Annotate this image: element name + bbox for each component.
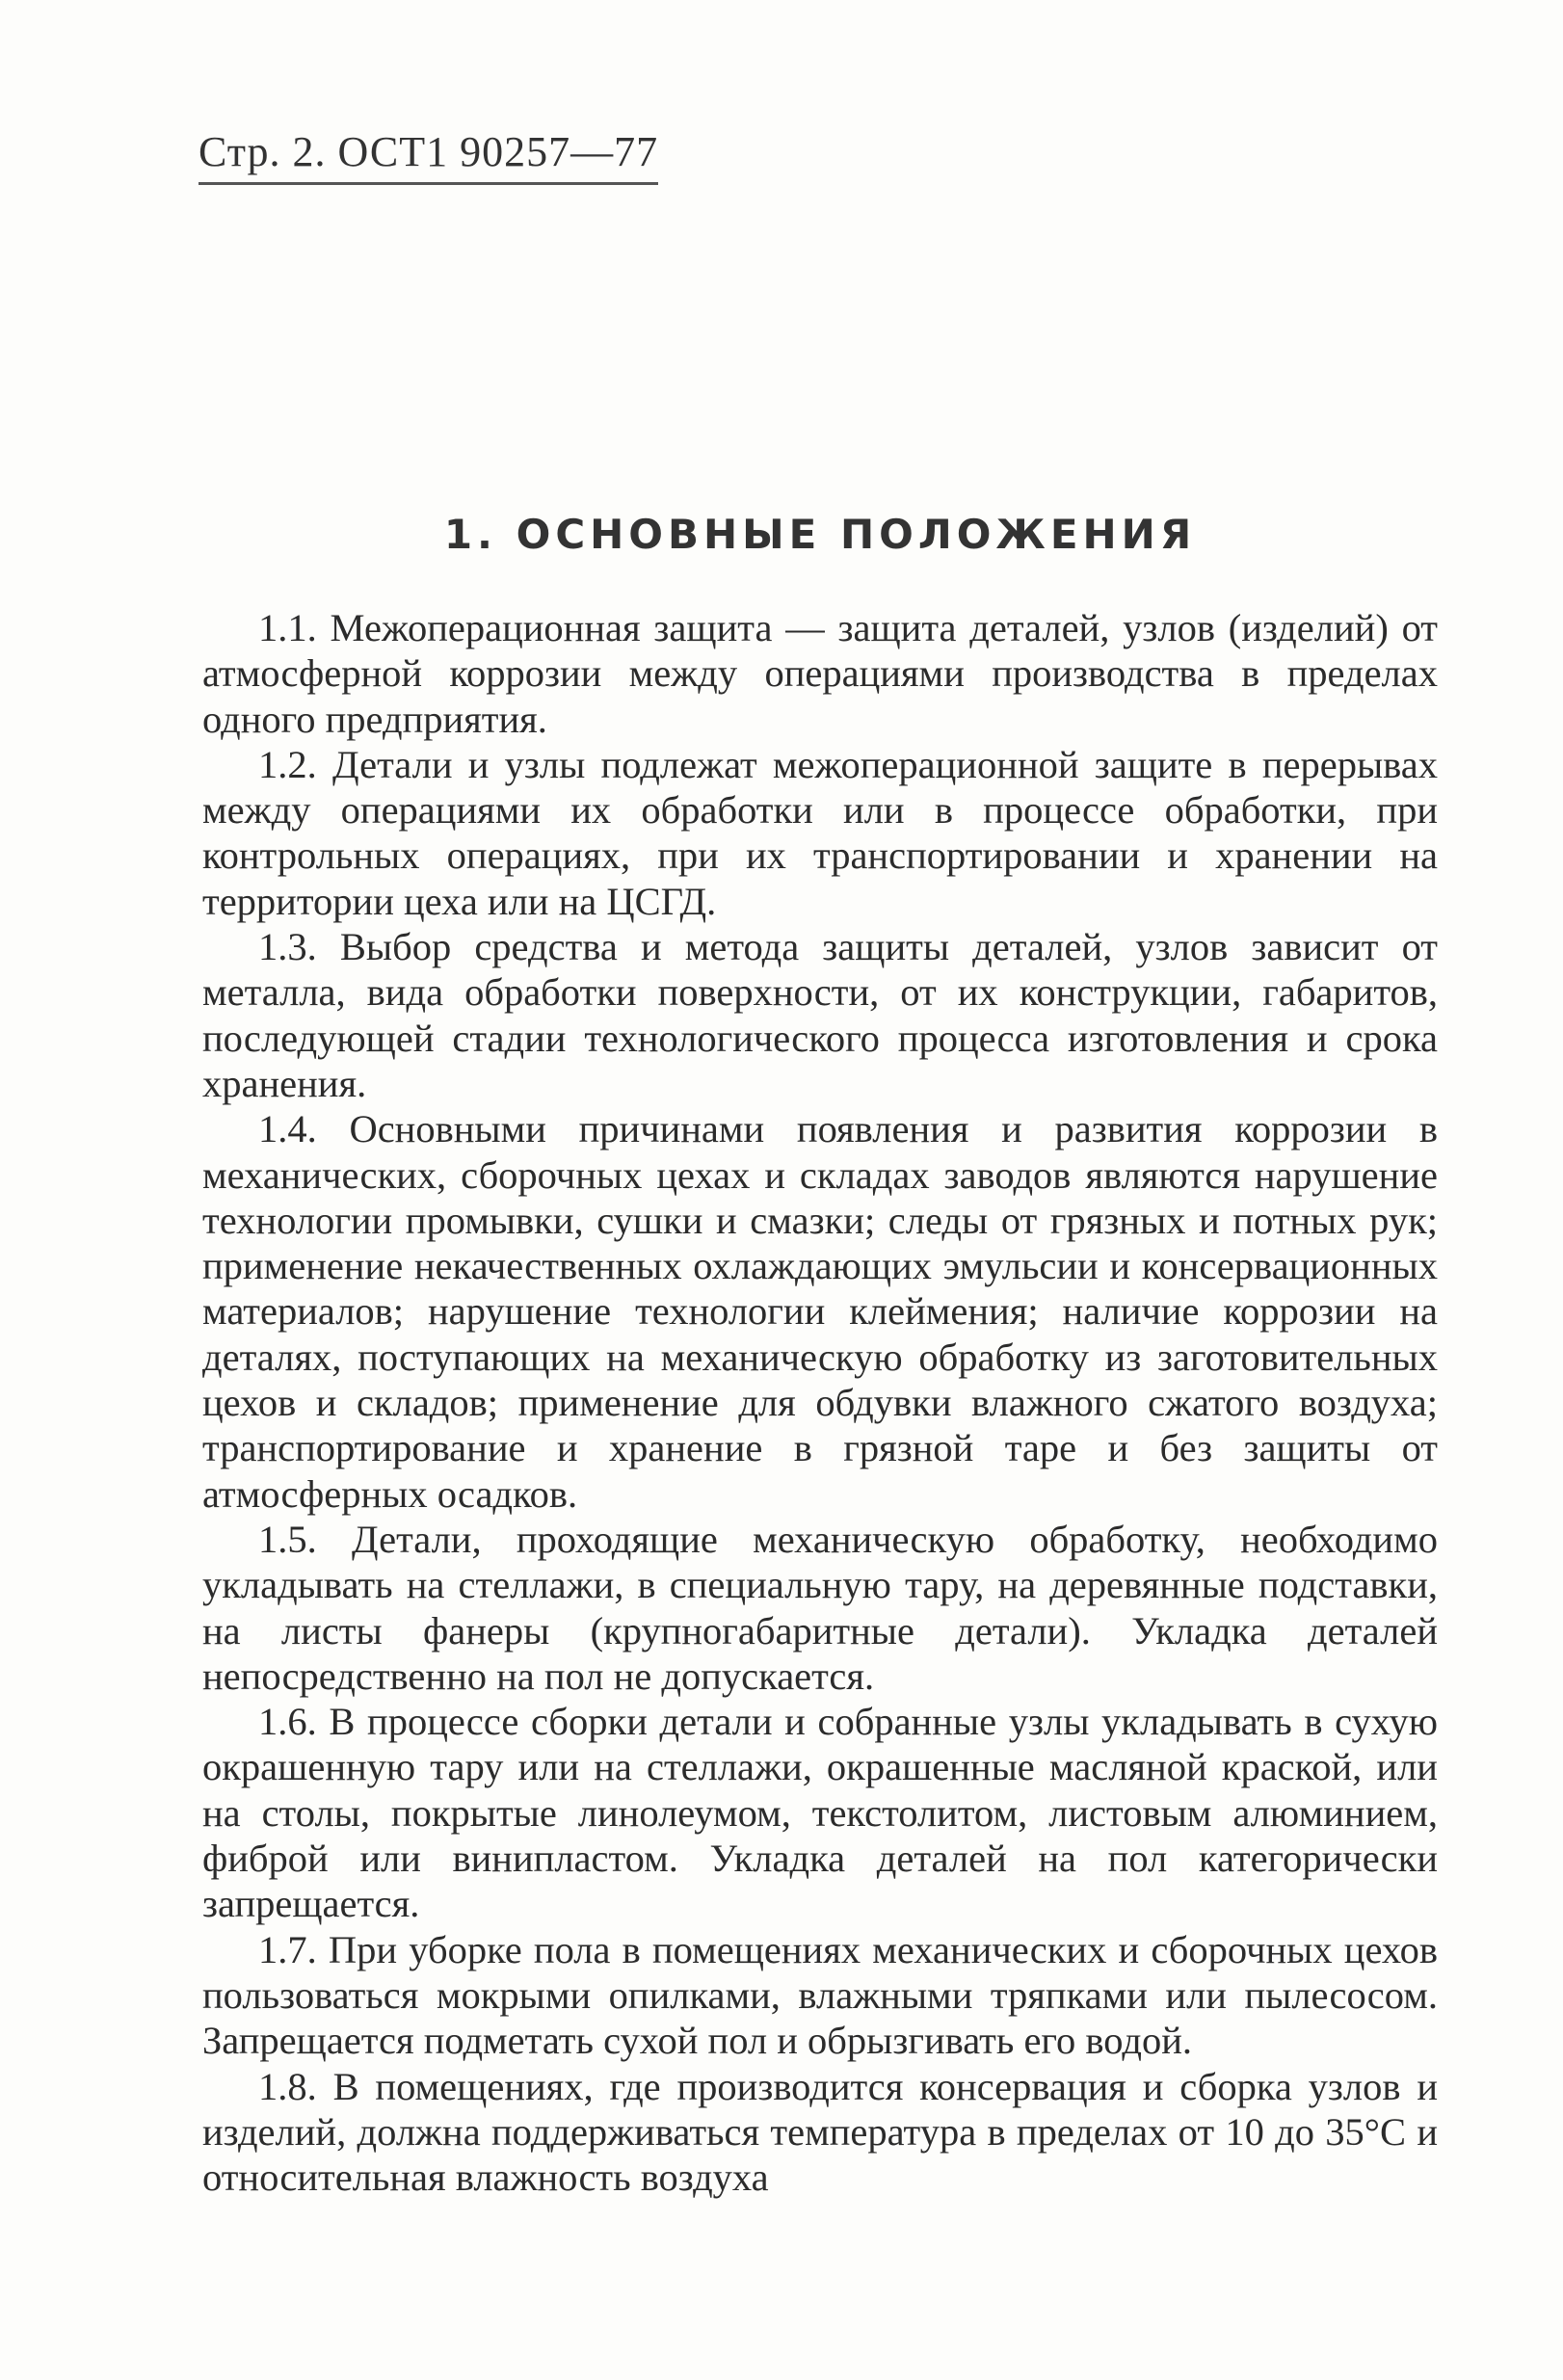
paragraph-1-4: 1.4. Основными причинами появления и развития коррозии в механических, сборочных цехах и складах заводов являются нарушение технологии промывки, сушки и смазки; следы от грязных и потных рук; применение некачественных охлаждающих эмульсии и консервационных материалов; нарушение технологии клеймения; наличие коррозии на деталях, поступающих на механическую обработку из заготовительных цехов и складов; применение для обдувки влажного сжатого воздуха; транспортирование и хранение в грязной таре и без защиты от атмосферных осадков. bbox=[202, 1107, 1438, 1516]
section-body bbox=[202, 605, 1438, 2200]
paragraph-1-6: 1.6. В процессе сборки детали и собранные узлы укладывать в сухую окрашенную тару или на стеллажи, окрашенные масляной краской, или на столы, покрытые линолеумом, текстолитом, листовым алюминием, фиброй или винипластом. Укладка деталей на пол категорически запрещается. bbox=[202, 1700, 1438, 1926]
paragraph-1-2: 1.2. Детали и узлы подлежат межоперационной защите в перерывах между операциями их обработки или в процессе обработки, при контрольных операциях, при их транспортировании и хранении на территории цеха или на ЦСГД. bbox=[202, 742, 1438, 923]
section-title: 1. ОСНОВНЫЕ ПОЛОЖЕНИЯ bbox=[443, 511, 1197, 558]
page-header: Стр. 2. ОСТ1 90257—77 bbox=[199, 127, 658, 185]
paragraph-1-8: 1.8. В помещениях, где производится консервация и сборка узлов и изделий, должна поддерживаться температура в пределах от 10 до 35°С и относительная влажность воздуха bbox=[202, 2064, 1438, 2200]
paragraph-1-1: 1.1. Межоперационная защита — защита деталей, узлов (изделий) от атмосферной коррозии между операциями производства в пределах одного предприятия. bbox=[202, 606, 1438, 741]
paragraph-1-3: 1.3. Выбор средства и метода защиты деталей, узлов зависит от металла, вида обработки поверхности, от их конструкции, габаритов, последующей стадии технологического процесса изготовления и срока хранения. bbox=[202, 925, 1438, 1105]
paragraph-1-5: 1.5. Детали, проходящие механическую обработку, необходимо укладывать на стеллажи, в специальную тару, на деревянные подставки, на листы фанеры (крупногабаритные детали). Укладка деталей непосредственно на пол не допускается. bbox=[202, 1517, 1438, 1698]
paragraph-1-7: 1.7. При уборке пола в помещениях механических и сборочных цехов пользоваться мокрыми опилками, влажными тряпками или пылесосом. Запрещается подметать сухой пол и обрызгивать его водой. bbox=[202, 1927, 1438, 2063]
